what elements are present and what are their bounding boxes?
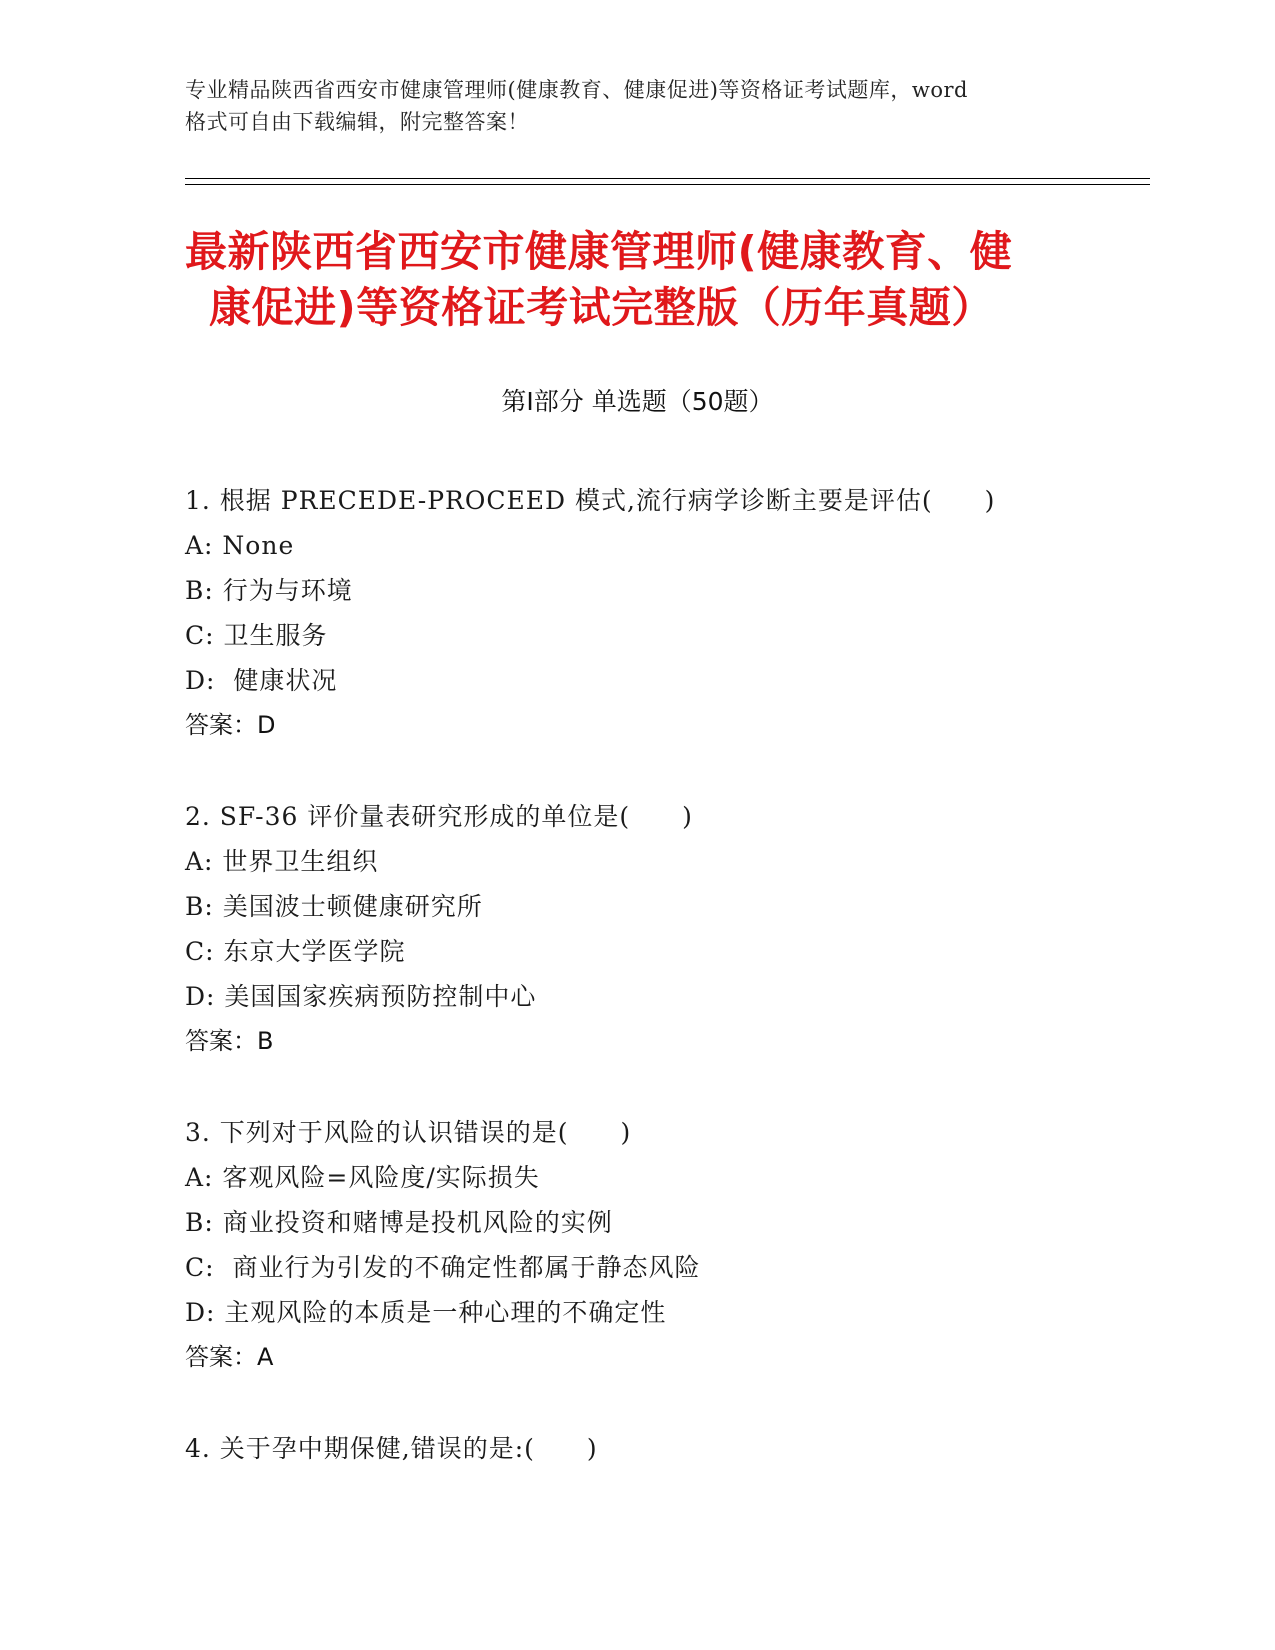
question-4 (185, 1426, 1145, 1471)
header-note-line-1: 专业精品陕西省西安市健康管理师(健康教育、健康促进)等资格证考试题库，word (185, 78, 968, 102)
document-title-line-1: 最新陕西省西安市健康管理师(健康教育、健 (185, 227, 1013, 276)
section-title: 第Ⅰ部分 单选题（50题） (501, 387, 774, 416)
option-b: B: 行为与环境 (185, 576, 353, 605)
answer: 答案：B (185, 1027, 274, 1055)
header-note-line-2: 格式可自由下载编辑，附完整答案！ (185, 110, 529, 134)
question-stem: 4. 关于孕中期保健,错误的是:( ) (185, 1434, 598, 1463)
answer: 答案：A (185, 1343, 274, 1371)
option-c: C: 商业行为引发的不确定性都属于静态风险 (185, 1253, 701, 1282)
header-rule-bottom (185, 184, 1150, 185)
header-rule-top (185, 178, 1150, 179)
option-d: D: 健康状况 (185, 666, 338, 695)
header-note (185, 74, 1085, 138)
option-d: D: 美国国家疾病预防控制中心 (185, 982, 537, 1011)
answer: 答案：D (185, 711, 276, 739)
question-1 (185, 478, 1145, 748)
option-a: A: None (185, 531, 295, 560)
document-title-line-2: 康促进)等资格证考试完整版（历年真题） (209, 283, 994, 332)
question-stem: 2. SF-36 评价量表研究形成的单位是( ) (185, 802, 693, 831)
option-a: A: 世界卫生组织 (185, 847, 379, 876)
question-stem: 3. 下列对于风险的认识错误的是( ) (185, 1118, 632, 1147)
option-c: C: 东京大学医学院 (185, 937, 406, 966)
option-d: D: 主观风险的本质是一种心理的不确定性 (185, 1298, 667, 1327)
option-b: B: 美国波士顿健康研究所 (185, 892, 483, 921)
question-3 (185, 1110, 1145, 1380)
option-c: C: 卫生服务 (185, 621, 328, 650)
option-a: A: 客观风险=风险度/实际损失 (185, 1163, 540, 1192)
question-list (185, 478, 1145, 1517)
document-title (185, 224, 1085, 336)
question-stem: 1. 根据 PRECEDE-PROCEED 模式,流行病学诊断主要是评估( ) (185, 486, 996, 515)
question-2 (185, 794, 1145, 1064)
option-b: B: 商业投资和赌博是投机风险的实例 (185, 1208, 613, 1237)
